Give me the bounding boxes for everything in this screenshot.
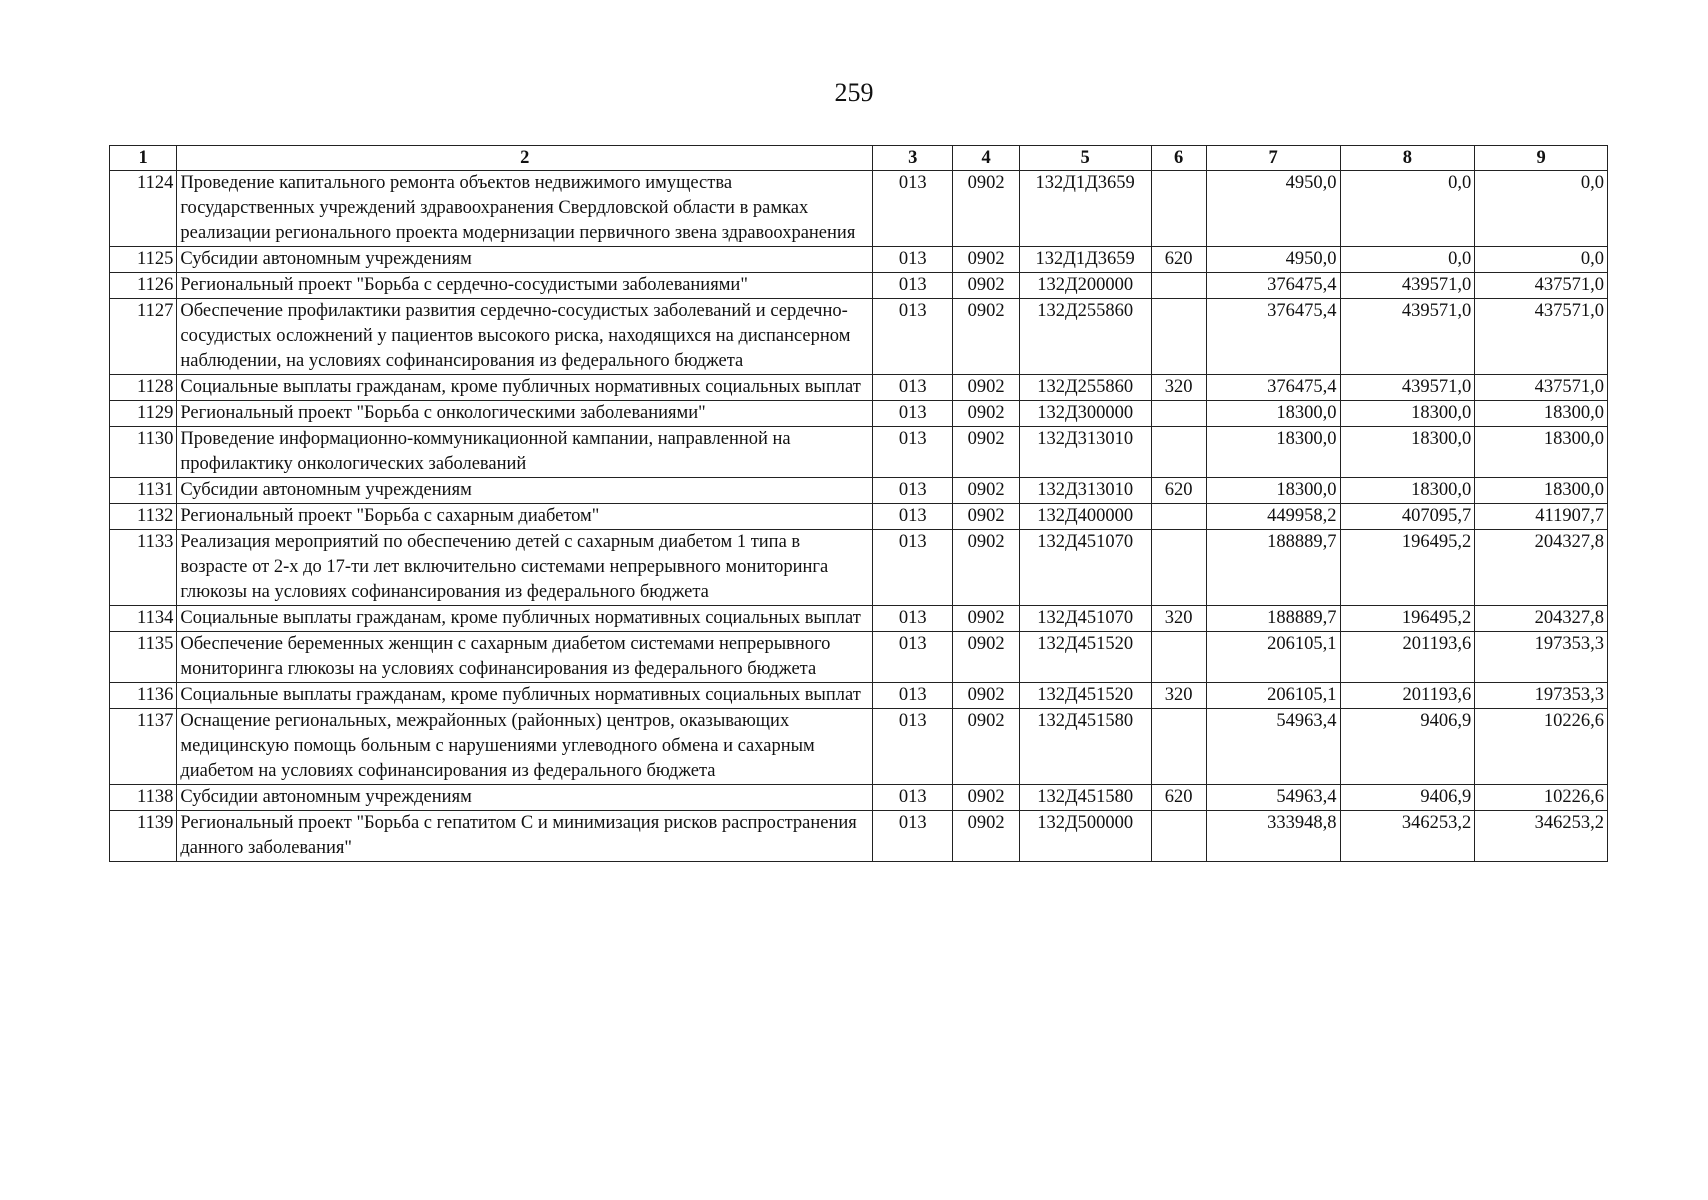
row-number: 1127	[110, 299, 177, 375]
table-row	[110, 683, 1608, 709]
header-col-5: 5	[1019, 146, 1151, 171]
row-number: 1136	[110, 683, 177, 709]
row-name: Социальные выплаты гражданам, кроме публичных нормативных социальных выплат	[177, 683, 873, 709]
row-code-3: 013	[873, 273, 953, 299]
row-code-5: 132Д255860	[1019, 375, 1151, 401]
row-name: Обеспечение беременных женщин с сахарным диабетом системами непрерывного мониторинга глюкозы на условиях софинансирования из федерального бюджета	[177, 632, 873, 683]
row-code-6: 620	[1151, 478, 1206, 504]
row-number: 1133	[110, 530, 177, 606]
header-col-8: 8	[1340, 146, 1475, 171]
row-code-5: 132Д1Д3659	[1019, 171, 1151, 247]
header-col-4: 4	[953, 146, 1019, 171]
row-code-5: 132Д313010	[1019, 427, 1151, 478]
row-code-4: 0902	[953, 273, 1019, 299]
row-amount-7: 333948,8	[1206, 811, 1340, 862]
row-code-6	[1151, 709, 1206, 785]
row-amount-8: 196495,2	[1340, 530, 1475, 606]
row-name: Региональный проект "Борьба с сердечно-сосудистыми заболеваниями"	[177, 273, 873, 299]
row-code-4: 0902	[953, 709, 1019, 785]
row-name: Социальные выплаты гражданам, кроме публичных нормативных социальных выплат	[177, 606, 873, 632]
row-code-3: 013	[873, 785, 953, 811]
row-amount-8: 0,0	[1340, 247, 1475, 273]
row-code-6	[1151, 273, 1206, 299]
row-code-4: 0902	[953, 811, 1019, 862]
row-amount-8: 407095,7	[1340, 504, 1475, 530]
row-amount-7: 4950,0	[1206, 247, 1340, 273]
row-code-6	[1151, 504, 1206, 530]
row-code-3: 013	[873, 247, 953, 273]
row-code-6: 320	[1151, 606, 1206, 632]
table-row	[110, 247, 1608, 273]
row-amount-7: 18300,0	[1206, 427, 1340, 478]
row-code-4: 0902	[953, 606, 1019, 632]
row-amount-8: 0,0	[1340, 171, 1475, 247]
table-row	[110, 299, 1608, 375]
row-number: 1126	[110, 273, 177, 299]
header-col-1: 1	[110, 146, 177, 171]
row-code-4: 0902	[953, 683, 1019, 709]
row-name: Региональный проект "Борьба с онкологическими заболеваниями"	[177, 401, 873, 427]
row-number: 1138	[110, 785, 177, 811]
row-code-6	[1151, 811, 1206, 862]
row-code-4: 0902	[953, 299, 1019, 375]
row-amount-7: 54963,4	[1206, 785, 1340, 811]
row-amount-7: 376475,4	[1206, 273, 1340, 299]
table-row	[110, 273, 1608, 299]
row-amount-7: 188889,7	[1206, 530, 1340, 606]
row-code-6: 620	[1151, 785, 1206, 811]
row-code-3: 013	[873, 811, 953, 862]
row-amount-9: 197353,3	[1475, 683, 1608, 709]
row-number: 1132	[110, 504, 177, 530]
table-row	[110, 632, 1608, 683]
row-code-5: 132Д451580	[1019, 785, 1151, 811]
row-name: Проведение информационно-коммуникационной кампании, направленной на профилактику онкологических заболеваний	[177, 427, 873, 478]
row-amount-7: 206105,1	[1206, 632, 1340, 683]
row-code-6	[1151, 632, 1206, 683]
row-amount-9: 10226,6	[1475, 709, 1608, 785]
row-amount-9: 18300,0	[1475, 478, 1608, 504]
table-row	[110, 811, 1608, 862]
row-amount-7: 4950,0	[1206, 171, 1340, 247]
row-name: Субсидии автономным учреждениям	[177, 785, 873, 811]
row-code-4: 0902	[953, 247, 1019, 273]
row-number: 1137	[110, 709, 177, 785]
row-amount-9: 437571,0	[1475, 299, 1608, 375]
table-row	[110, 504, 1608, 530]
row-code-4: 0902	[953, 375, 1019, 401]
row-code-3: 013	[873, 299, 953, 375]
row-code-6: 320	[1151, 375, 1206, 401]
row-number: 1129	[110, 401, 177, 427]
row-code-5: 132Д451070	[1019, 606, 1151, 632]
row-name: Реализация мероприятий по обеспечению детей с сахарным диабетом 1 типа в возрасте от 2-х до 17-ти лет включительно системами непрерывного мониторинга глюкозы на условиях софинансирования из федерального бюджета	[177, 530, 873, 606]
row-code-6	[1151, 427, 1206, 478]
row-amount-8: 18300,0	[1340, 401, 1475, 427]
header-col-6: 6	[1151, 146, 1206, 171]
row-code-4: 0902	[953, 785, 1019, 811]
row-name: Оснащение региональных, межрайонных (районных) центров, оказывающих медицинскую помощь больным с нарушениями углеводного обмена и сахарным диабетом на условиях софинансирования из федерального бюджета	[177, 709, 873, 785]
row-amount-8: 196495,2	[1340, 606, 1475, 632]
table-row	[110, 478, 1608, 504]
row-code-3: 013	[873, 530, 953, 606]
row-code-6	[1151, 299, 1206, 375]
row-amount-9: 18300,0	[1475, 427, 1608, 478]
row-amount-9: 411907,7	[1475, 504, 1608, 530]
row-code-3: 013	[873, 709, 953, 785]
row-code-6	[1151, 171, 1206, 247]
table-row	[110, 171, 1608, 247]
row-amount-9: 18300,0	[1475, 401, 1608, 427]
row-amount-8: 201193,6	[1340, 683, 1475, 709]
row-code-5: 132Д300000	[1019, 401, 1151, 427]
row-amount-7: 18300,0	[1206, 478, 1340, 504]
row-code-5: 132Д451520	[1019, 683, 1151, 709]
row-number: 1125	[110, 247, 177, 273]
row-amount-8: 18300,0	[1340, 427, 1475, 478]
row-code-3: 013	[873, 427, 953, 478]
row-code-4: 0902	[953, 632, 1019, 683]
row-amount-9: 10226,6	[1475, 785, 1608, 811]
row-amount-8: 439571,0	[1340, 273, 1475, 299]
row-amount-9: 0,0	[1475, 171, 1608, 247]
row-number: 1135	[110, 632, 177, 683]
row-number: 1130	[110, 427, 177, 478]
row-code-3: 013	[873, 504, 953, 530]
header-col-7: 7	[1206, 146, 1340, 171]
row-code-3: 013	[873, 375, 953, 401]
row-code-3: 013	[873, 606, 953, 632]
row-code-5: 132Д200000	[1019, 273, 1151, 299]
page-number: 259	[834, 78, 874, 107]
row-amount-7: 376475,4	[1206, 375, 1340, 401]
row-amount-9: 437571,0	[1475, 273, 1608, 299]
row-amount-8: 346253,2	[1340, 811, 1475, 862]
row-amount-9: 0,0	[1475, 247, 1608, 273]
row-number: 1124	[110, 171, 177, 247]
row-code-4: 0902	[953, 401, 1019, 427]
row-code-6: 320	[1151, 683, 1206, 709]
row-code-4: 0902	[953, 171, 1019, 247]
header-col-2: 2	[177, 146, 873, 171]
row-code-3: 013	[873, 478, 953, 504]
row-code-6	[1151, 530, 1206, 606]
row-code-5: 132Д500000	[1019, 811, 1151, 862]
row-number: 1131	[110, 478, 177, 504]
header-row	[110, 146, 1608, 171]
row-amount-9: 197353,3	[1475, 632, 1608, 683]
row-name: Социальные выплаты гражданам, кроме публичных нормативных социальных выплат	[177, 375, 873, 401]
row-code-3: 013	[873, 171, 953, 247]
table-body	[110, 171, 1608, 862]
row-code-4: 0902	[953, 504, 1019, 530]
header-col-9: 9	[1475, 146, 1608, 171]
row-number: 1139	[110, 811, 177, 862]
row-code-4: 0902	[953, 478, 1019, 504]
row-code-4: 0902	[953, 427, 1019, 478]
row-amount-7: 188889,7	[1206, 606, 1340, 632]
row-amount-9: 204327,8	[1475, 530, 1608, 606]
row-amount-7: 206105,1	[1206, 683, 1340, 709]
table-row	[110, 401, 1608, 427]
row-name: Региональный проект "Борьба с сахарным диабетом"	[177, 504, 873, 530]
header-col-3: 3	[873, 146, 953, 171]
row-name: Обеспечение профилактики развития сердечно-сосудистых заболеваний и сердечно-сосудистых осложнений у пациентов высокого риска, находящихся на диспансерном наблюдении, на условиях софинансирования из федерального бюджета	[177, 299, 873, 375]
table-row	[110, 530, 1608, 606]
row-name: Субсидии автономным учреждениям	[177, 247, 873, 273]
table-row	[110, 709, 1608, 785]
row-amount-9: 204327,8	[1475, 606, 1608, 632]
row-code-3: 013	[873, 632, 953, 683]
row-amount-7: 18300,0	[1206, 401, 1340, 427]
row-amount-9: 346253,2	[1475, 811, 1608, 862]
row-code-5: 132Д1Д3659	[1019, 247, 1151, 273]
row-number: 1134	[110, 606, 177, 632]
row-code-3: 013	[873, 401, 953, 427]
budget-table	[109, 145, 1608, 862]
row-amount-8: 18300,0	[1340, 478, 1475, 504]
table-row	[110, 375, 1608, 401]
row-code-5: 132Д451520	[1019, 632, 1151, 683]
row-amount-9: 437571,0	[1475, 375, 1608, 401]
row-code-6	[1151, 401, 1206, 427]
row-code-4: 0902	[953, 530, 1019, 606]
row-amount-7: 54963,4	[1206, 709, 1340, 785]
table-row	[110, 427, 1608, 478]
row-amount-8: 9406,9	[1340, 785, 1475, 811]
row-name: Проведение капитального ремонта объектов недвижимого имущества государственных учреждений здравоохранения Свердловской области в рамках реализации регионального проекта модернизации первичного звена здравоохранения	[177, 171, 873, 247]
row-amount-7: 376475,4	[1206, 299, 1340, 375]
row-code-5: 132Д451580	[1019, 709, 1151, 785]
row-amount-7: 449958,2	[1206, 504, 1340, 530]
table-row	[110, 785, 1608, 811]
row-amount-8: 9406,9	[1340, 709, 1475, 785]
row-amount-8: 439571,0	[1340, 375, 1475, 401]
row-number: 1128	[110, 375, 177, 401]
row-amount-8: 201193,6	[1340, 632, 1475, 683]
row-name: Субсидии автономным учреждениям	[177, 478, 873, 504]
row-code-5: 132Д313010	[1019, 478, 1151, 504]
row-code-5: 132Д400000	[1019, 504, 1151, 530]
row-code-5: 132Д451070	[1019, 530, 1151, 606]
row-code-3: 013	[873, 683, 953, 709]
row-amount-8: 439571,0	[1340, 299, 1475, 375]
row-code-5: 132Д255860	[1019, 299, 1151, 375]
row-name: Региональный проект "Борьба с гепатитом С и минимизация рисков распространения данного заболевания"	[177, 811, 873, 862]
row-code-6: 620	[1151, 247, 1206, 273]
table-row	[110, 606, 1608, 632]
